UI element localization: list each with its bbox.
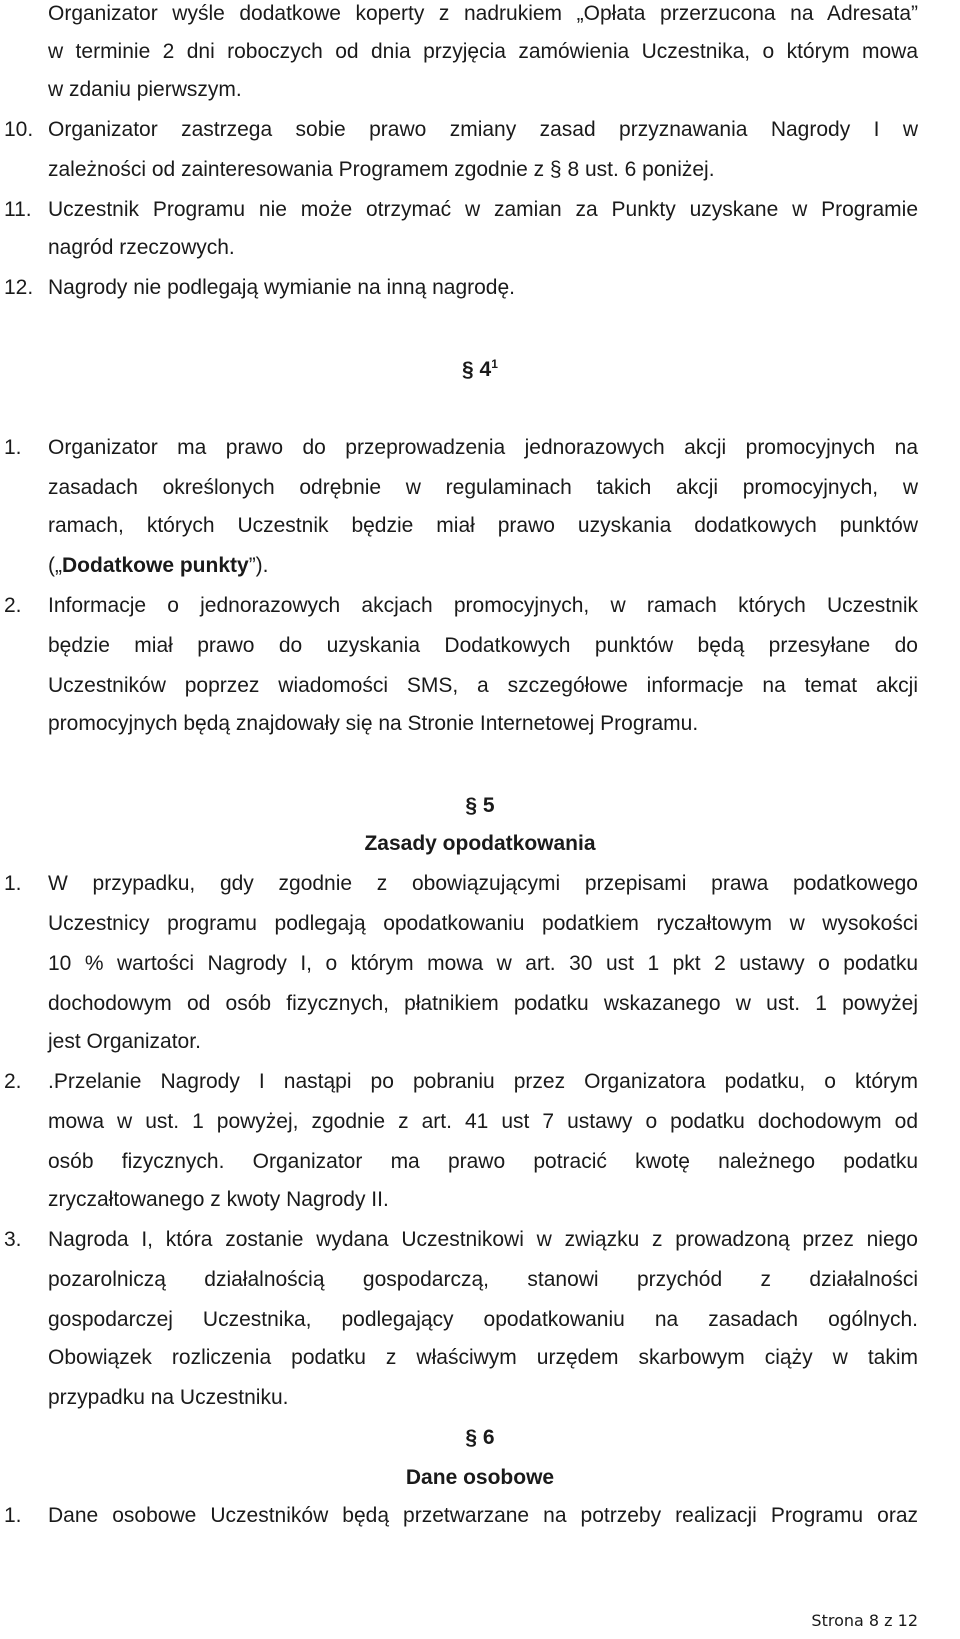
list-number: 10. [4,118,34,141]
text-line: promocyjnych będą znajdowały się na Stronie Internetowej Programu. [48,712,699,735]
text-line: Dane osobowe Uczestników będą przetwarzane na potrzeby realizacji Programu oraz [48,1504,918,1527]
text-line: mowa w ust. 1 powyżej, zgodnie z art. 41 ust 7 ustawy o podatku dochodowym od [48,1110,918,1133]
section-title: Dane osobowe [405,1466,555,1489]
text-line: ramach, których Uczestnik będzie miał prawo uzyskania dodatkowych punktów [48,514,918,537]
list-number: 1. [4,1504,22,1527]
text-line: Informacje o jednorazowych akcjach promocyjnych, w ramach których Uczestnik [48,594,918,617]
text-line: Organizator ma prawo do przeprowadzenia jednorazowych akcji promocyjnych na [48,436,918,459]
text-line: w terminie 2 dni roboczych od dnia przyjęcia zamówienia Uczestnika, o którym mowa [48,40,918,63]
text-line: dochodowym od osób fizycznych, płatnikiem podatku wskazanego w ust. 1 powyżej [48,992,918,1015]
text-line: zależności od zainteresowania Programem zgodnie z § 8 ust. 6 poniżej. [48,158,715,181]
list-number: 11. [4,198,32,221]
list-number: 1. [4,436,22,459]
section-heading: § 5 [465,794,495,817]
text-line: W przypadku, gdy zgodnie z obowiązującymi przepisami prawa podatkowego [48,872,918,895]
text-line: Nagroda I, która zostanie wydana Uczestnikowi w związku z prowadzoną przez niego [48,1228,918,1251]
text-line: będzie miał prawo do uzyskania Dodatkowych punktów będą przesyłane do [48,634,918,657]
section-title: Zasady opodatkowania [364,832,596,855]
section-heading: § $4^1$ [462,357,498,381]
list-number: 3. [4,1228,22,1251]
text-line: Nagrody nie podlegają wymianie na inną nagrodę. [48,276,515,299]
text-line: Organizator zastrzega sobie prawo zmiany zasad przyznawania Nagrody I w [48,118,918,141]
text-line: 10 % wartości Nagrody I, o którym mowa w art. 30 ust 1 pkt 2 ustawy o podatku [48,952,918,975]
list-number: 12. [4,276,34,299]
list-number: 2. [4,594,22,617]
text-line: przypadku na Uczestniku. [48,1386,289,1409]
text-line: osób fizycznych. Organizator ma prawo potracić kwotę należnego podatku [48,1150,918,1173]
section-heading: § 6 [465,1426,495,1449]
text-line: Uczestnicy programu podlegają opodatkowaniu podatkiem ryczałtowym w wysokości [48,912,918,935]
text-line: .Przelanie Nagrody I nastąpi po pobraniu przez Organizatora podatku, o którym [48,1070,918,1093]
text-line: Organizator wyśle dodatkowe koperty z nadrukiem „Opłata przerzucona na Adresata” [48,2,918,25]
text-line: Uczestnik Programu nie może otrzymać w zamian za Punkty uzyskane w Programie [48,198,918,221]
text-line: nagród rzeczowych. [48,236,235,259]
text-line: („Dodatkowe punkty”). [48,554,269,577]
list-number: 2. [4,1070,22,1093]
text-line: pozarolniczą działalnością gospodarczą, stanowi przychód z działalności [48,1268,918,1291]
text-line: zryczałtowanego z kwoty Nagrody II. [48,1188,389,1211]
text-line: zasadach określonych odrębnie w regulaminach takich akcji promocyjnych, w [48,476,918,499]
text-line: gospodarczej Uczestnika, podlegający opodatkowaniu na zasadach ogólnych. [48,1308,918,1331]
text-line: Uczestników poprzez wiadomości SMS, a szczegółowe informacje na temat akcji [48,674,918,697]
text-line: w zdaniu pierwszym. [48,78,242,101]
page-number: Strona 8 z 12 [811,1611,918,1630]
text-line: jest Organizator. [48,1030,201,1053]
text-line: Obowiązek rozliczenia podatku z właściwym urzędem skarbowym ciąży w takim [48,1346,918,1369]
list-number: 1. [4,872,22,895]
